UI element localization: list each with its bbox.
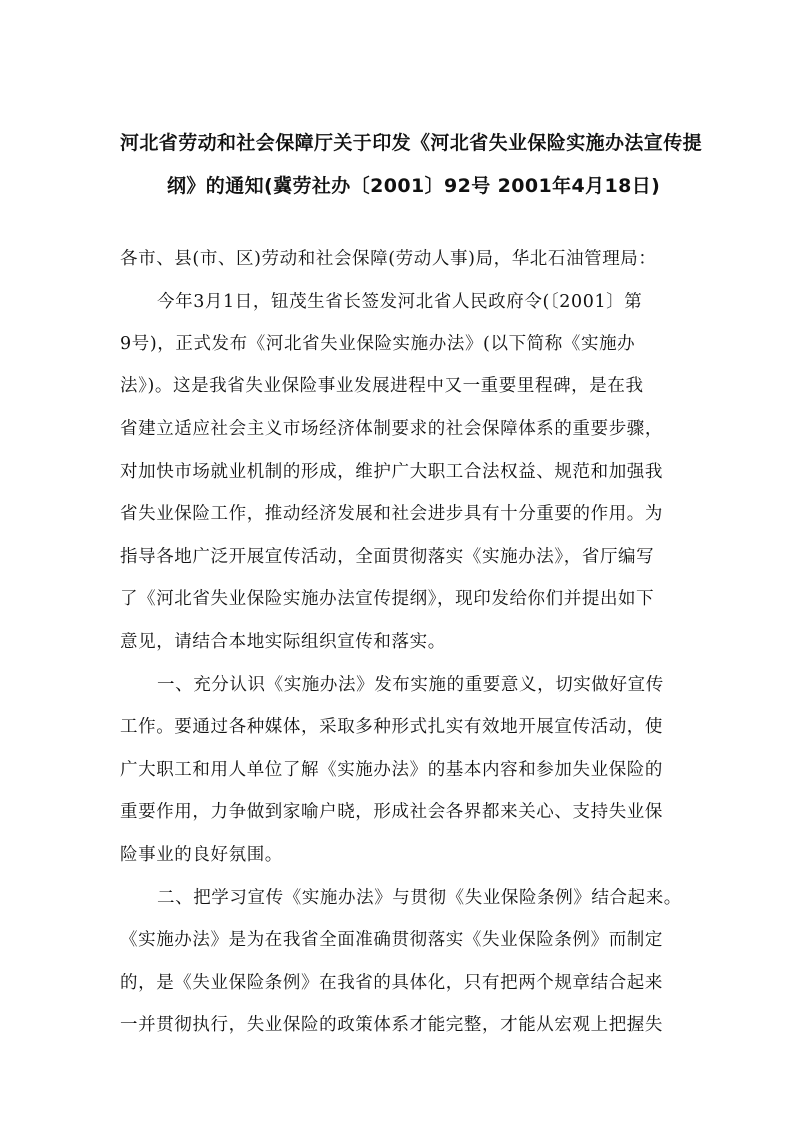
- paragraph-1-line: 今年3月1日，钮茂生省长签发河北省人民政府令(〔2001〕第: [157, 292, 643, 312]
- paragraph-2-line: 工作。要通过各种媒体，采取多种形式扎实有效地开展宣传活动，使: [120, 717, 663, 737]
- paragraph-1-line: 省失业保险工作，推动经济发展和社会进步具有十分重要的作用。为: [120, 504, 663, 524]
- paragraph-3-line: 一并贯彻执行，失业保险的政策体系才能完整，才能从宏观上把握失: [120, 1015, 663, 1035]
- paragraph-2-line: 广大职工和用人单位了解《实施办法》的基本内容和参加失业保险的: [120, 760, 663, 780]
- paragraph-1-line: 了《河北省失业保险实施办法宣传提纲》，现印发给你们并提出如下: [120, 589, 655, 609]
- paragraph-1-line: 法》)。这是我省失业保险事业发展进程中又一重要里程碑，是在我: [120, 376, 644, 396]
- paragraph-1-line: 省建立适应社会主义市场经济体制要求的社会保障体系的重要步骤，: [120, 419, 663, 439]
- paragraph-1-line: 9号)，正式发布《河北省失业保险实施办法》(以下简称《实施办: [120, 334, 636, 354]
- document-title-line-2: 纲》的通知(冀劳社办〔2001〕92号 2001年4月18日): [167, 175, 661, 197]
- paragraph-3-line: 的，是《失业保险条例》在我省的具体化，只有把两个规章结合起来: [120, 973, 663, 993]
- paragraph-1-line: 意见，请结合本地实际组织宣传和落实。: [120, 632, 446, 652]
- document-title-line-1: 河北省劳动和社会保障厅关于印发《河北省失业保险实施办法宣传提: [120, 132, 703, 154]
- paragraph-3-line: 二、把学习宣传《实施办法》与贯彻《失业保险条例》结合起来。: [157, 888, 682, 908]
- salutation: 各市、县(市、区)劳动和社会保障(劳动人事)局，华北石油管理局：: [120, 249, 657, 269]
- paragraph-3-line: 《实施办法》是为在我省全面准确贯彻落实《失业保险条例》而制定: [120, 930, 663, 950]
- paragraph-2-line: 险事业的良好氛围。: [120, 845, 283, 865]
- paragraph-1-line: 指导各地广泛开展宣传活动，全面贯彻落实《实施办法》，省厅编写: [120, 547, 655, 567]
- paragraph-2-line: 重要作用，力争做到家喻户晓，形成社会各界都来关心、支持失业保: [120, 802, 663, 822]
- paragraph-2-line: 一、充分认识《实施办法》发布实施的重要意义，切实做好宣传: [157, 675, 664, 695]
- paragraph-1-line: 对加快市场就业机制的形成，维护广大职工合法权益、规范和加强我: [120, 462, 663, 482]
